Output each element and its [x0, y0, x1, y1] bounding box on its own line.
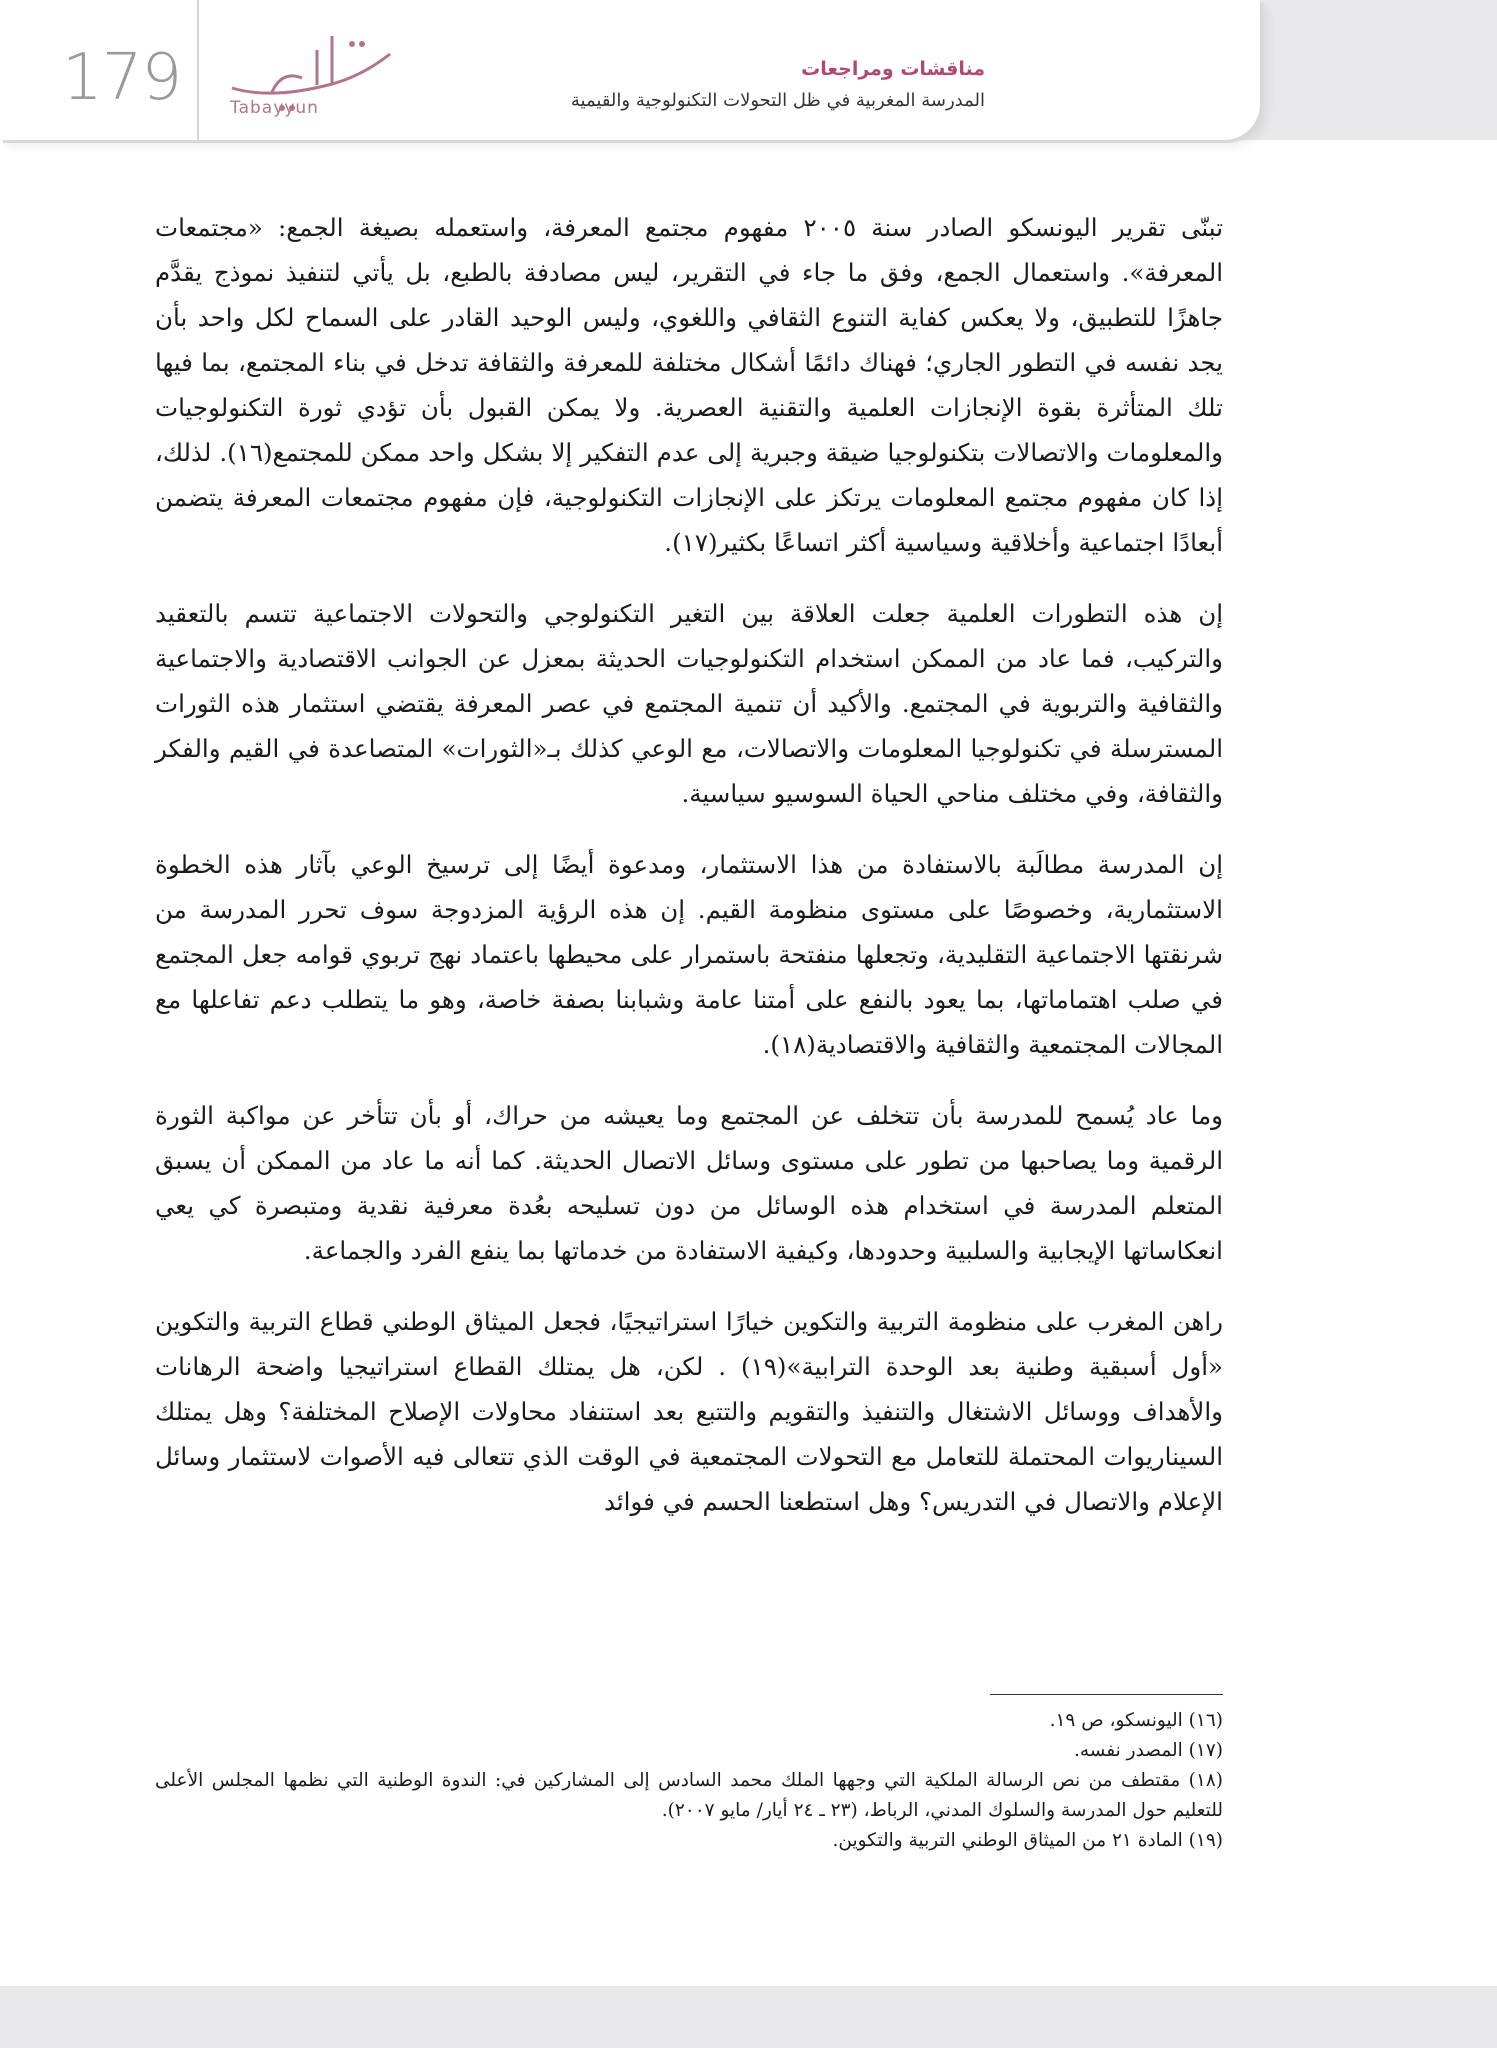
running-article-title: المدرسة المغربية في ظل التحولات التكنولوجية والقيمية [570, 90, 985, 111]
footer-band [0, 1986, 1497, 2048]
footnote: (١٧) المصدر نفسه. [1073, 1740, 1223, 1761]
page-header [0, 0, 1260, 140]
footnote: (١٩) المادة ٢١ من الميثاق الوطني التربية والتكوين. [832, 1830, 1223, 1851]
header-divider [197, 0, 199, 140]
paragraph: راهن المغرب على منظومة التربية والتكوين خيارًا استراتيجيًا، فجعل الميثاق الوطني قطاع التربية والتكوين «أول أسبقية وطنية بعد الوحدة الترابية»(١٩) . لكن، هل يمتلك القطاع استراتيجيا واضحة الرهانات والأهداف ووسائل الاشتغال والتنفيذ والتقويم والتتبع بعد استنفاد محاولات الإصلاح المختلفة؟ وهل يمتلك السيناريوات المحتملة للتعامل مع التحولات المجتمعية في الوقت الذي تتعالى فيه الأصوات لاستثمار وسائل الإعلام والاتصال في التدريس؟ وهل استطعنا الحسم في فوائد [155, 1307, 1223, 1516]
paragraph: تبنّى تقرير اليونسكو الصادر سنة ٢٠٠٥ مفهوم مجتمع المعرفة، واستعمله بصيغة الجمع: «مجتمعات المعرفة». واستعمال الجمع، وفق ما جاء في التقرير، ليس مصادفة بالطبع، بل يأتي لتنفيذ نموذج يقدَّم جاهزًا للتطبيق، ولا يعكس كفاية التنوع الثقافي واللغوي، وليس الوحيد القادر على السماح لكل واحد بأن يجد نفسه في التطور الجاري؛ فهناك دائمًا أشكال مختلفة للمعرفة والثقافة تدخل في بناء المجتمع، بما فيها تلك المتأثرة بقوة الإنجازات العلمية والتقنية العصرية. ولا يمكن القبول بأن تؤدي ثورة التكنولوجيات والمعلومات والاتصالات بتكنولوجيا ضيقة وجبرية إلى عدم التفكير إلا بشكل واحد ممكن للمجتمع(١٦). لذلك، إذا كان مفهوم مجتمع المعلومات يرتكز على الإنجازات التكنولوجية، فإن مفهوم مجتمعات المعرفة يتضمن أبعادًا اجتماعية وأخلاقية وسياسية أكثر اتساعًا بكثير(١٧). [155, 213, 1224, 557]
paragraph: إن هذه التطورات العلمية جعلت العلاقة بين التغير التكنولوجي والتحولات الاجتماعية تتسم بالتعقيد والتركيب، فما عاد من الممكن استخدام التكنولوجيات الحديثة بمعزل عن الجوانب الاقتصادية والاجتماعية والثقافية والتربوية في المجتمع. والأكيد أن تنمية المجتمع في عصر المعرفة يقتضي استثمار هذه الثورات المسترسلة في تكنولوجيا المعلومات والاتصالات، مع الوعي كذلك بـ«الثورات» المتصاعدة في القيم والفكر والثقافة، وفي مختلف مناحي الحياة السوسيو سياسية. [155, 599, 1223, 808]
page-number: 179 [62, 41, 182, 115]
footnotes [155, 1706, 1223, 1856]
footnotes-separator [990, 1694, 1223, 1695]
logo-arabic-text: تبيّن [311, 125, 313, 126]
tabayyun-logo [212, 30, 402, 130]
logo-latin-text: Tabayyun [230, 98, 319, 118]
paragraph: إن المدرسة مطالَبة بالاستفادة من هذا الاستثمار، ومدعوة أيضًا إلى ترسيخ الوعي بآثار هذه الخطوة الاستثمارية، وخصوصًا على مستوى منظومة القيم. إن هذه الرؤية المزدوجة سوف تحرر المدرسة من شرنقتها الاجتماعية التقليدية، وتجعلها منفتحة باستمرار على محيطها باعتماد نهج تربوي قوامه جعل المجتمع في صلب اهتماماتها، بما يعود بالنفع على أمتنا عامة وشبابنا بصفة خاصة، وهو ما يتطلب دعم تفاعلها مع المجالات المجتمعية والثقافية والاقتصادية(١٨). [155, 850, 1223, 1059]
article-body [155, 205, 1223, 1550]
footnote: (١٨) مقتطف من نص الرسالة الملكية التي وجهها الملك محمد السادس إلى المشاركين في: الندوة الوطنية التي نظمها المجلس الأعلى للتعليم حول المدرسة والسلوك المدني، الرباط، (٢٣ ـ ٢٤ أيار/ مايو ٢٠٠٧). [155, 1770, 1223, 1821]
paragraph: وما عاد يُسمح للمدرسة بأن تتخلف عن المجتمع وما يعيشه من حراك، أو بأن تتأخر عن مواكبة الثورة الرقمية وما يصاحبها من تطور على مستوى وسائل الاتصال الحديثة. كما أنه ما عاد من الممكن أن يسبق المتعلم المدرسة في استخدام هذه الوسائل من دون تسليحه بعُدة معرفية نقدية ومتبصرة كي يعي انعكاساتها الإيجابية والسلبية وحدودها، وكيفية الاستفادة من خدماتها بما ينفع الفرد والجماعة. [155, 1101, 1223, 1265]
footnote: (١٦) اليونسكو، ص ١٩. [1049, 1710, 1223, 1731]
section-title: مناقشات ومراجعات [801, 58, 985, 80]
